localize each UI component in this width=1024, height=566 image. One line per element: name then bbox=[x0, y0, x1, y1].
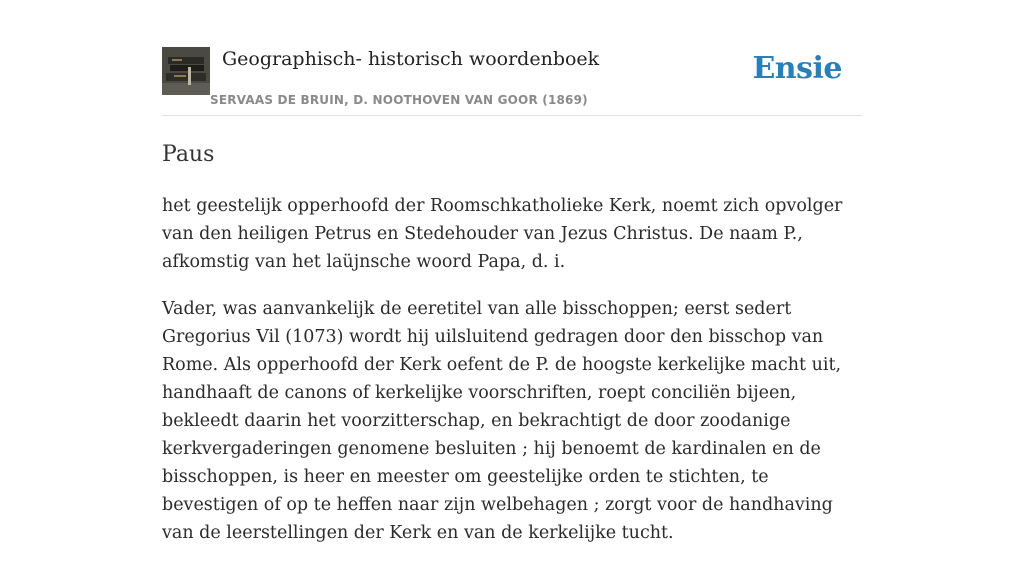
book-cover-avatar[interactable] bbox=[162, 47, 210, 95]
entry-paragraph: Vader, was aanvankelijk de eeretitel van alle bisschoppen; eerst sedert Gregorius Vil (1073) wordt hij uilsluitend gedragen door den bisschop van Rome. Als opperhoofd der Kerk oefent de P. de hoogste kerkelijke macht uit, handhaaft de canons of kerkelijke voorschriften, roept conciliën bijeen, bekleedt daarin het voorzitterschap, en bekrachtigt de door zoodanige kerkvergaderingen genomene besluiten ; hij benoemt de kardinalen en de bisschoppen, is heer en meester om geestelijke orden te stichten, te bevestigen of op te heffen naar zijn welbehagen ; zorgt voor de handhaving van de leerstellingen der Kerk en van de kerkelijke tucht. bbox=[162, 299, 842, 543]
source-header bbox=[162, 46, 862, 116]
book-cover-icon bbox=[162, 47, 210, 95]
entry-paragraph: het geestelijk opperhoofd der Roomschkatholieke Kerk, noemt zich opvolger van den heiligen Petrus en Stedehouder van Jezus Christus. De naam P., afkomstig van het laüjnsche woord Papa, d. i. bbox=[162, 196, 843, 272]
book-authors: SERVAAS DE BRUIN, D. NOOTHOVEN VAN GOOR (1869) bbox=[210, 93, 588, 107]
ensie-logo-link[interactable]: Ensie bbox=[752, 51, 842, 86]
entry-content bbox=[162, 192, 862, 566]
book-title[interactable]: Geographisch- historisch woordenboek bbox=[222, 48, 600, 70]
entry-title: Paus bbox=[162, 142, 215, 167]
